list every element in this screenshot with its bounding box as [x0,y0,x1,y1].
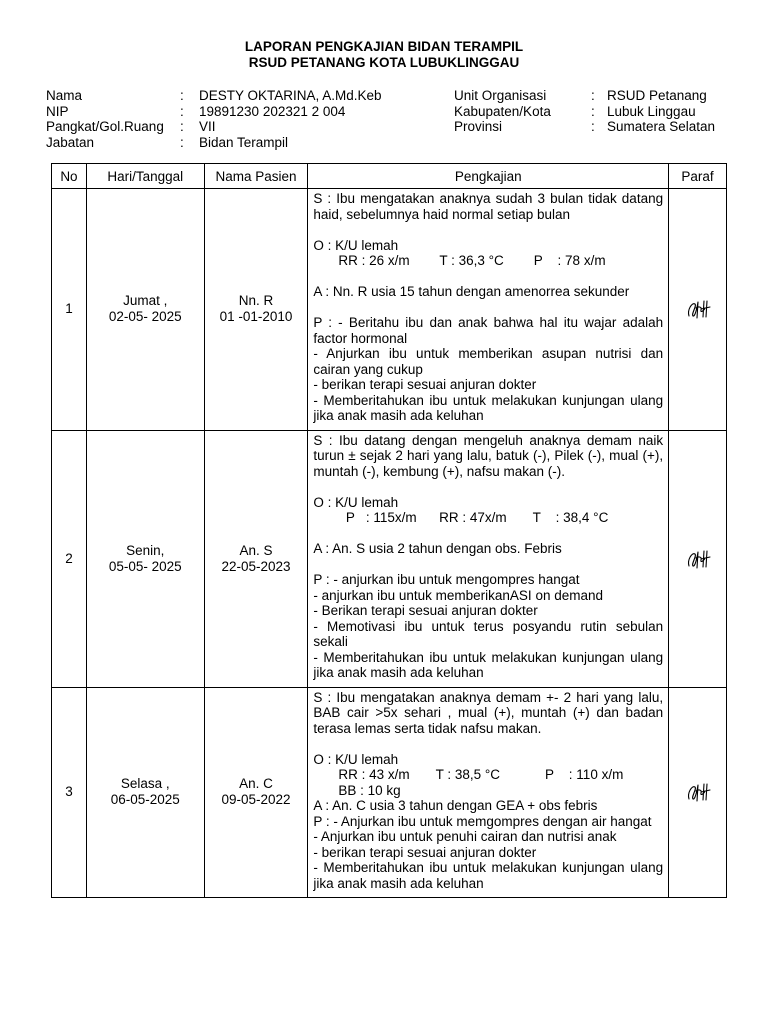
assessment-cell [308,189,669,431]
row-day: Selasa , [120,776,170,792]
patient-name: An. S [239,542,273,558]
subjective-text: S : Ibu mengatakan anaknya demam +- 2 hari yang lalu, BAB cair >5x sehari , mual (+), muntah (+) dan badan terasa lemas serta tidak nafsu makan. [313,689,664,736]
identity-colon: : [180,119,184,134]
objective-title: O : K/U lemah [313,237,399,253]
table-header-row [52,164,727,189]
report-subtitle: RSUD PETANANG KOTA LUBUKLINGGAU [248,55,520,70]
patient-name: Nn. R [238,293,274,309]
patient-name: An. C [239,776,273,792]
identity-colon: : [591,119,595,134]
identity-value: 19891230 202321 2 004 [199,103,346,119]
plan-item: - berikan terapi sesuai anjuran dokter [313,844,537,860]
objective-weight: BB : 10 kg [338,782,401,798]
objective-vitals: P : 115x/m RR : 47x/m T : 38,4 °C [338,510,609,525]
plan-item: - Berikan terapi sesuai anjuran dokter [313,603,538,618]
identity-colon: : [591,103,595,119]
identity-label: Unit Organisasi [454,88,547,103]
row-number: 2 [52,430,87,687]
row-number: 1 [52,189,87,431]
plan-item: P : - anjurkan ibu untuk mengompres hangat [313,572,580,587]
plan-item: - Memberitahukan ibu untuk melakukan kunjungan ulang jika anak masih ada keluhan [313,649,664,680]
assessment-cell [308,430,669,687]
subjective-text: S : Ibu mengatakan anaknya sudah 3 bulan tidak datang haid, sebelumnya haid normal setiap bulan [313,191,664,222]
plan-item: - Anjurkan ibu untuk penuhi cairan dan nutrisi anak [313,829,617,844]
table-row [52,189,727,431]
identity-label: NIP [46,103,69,119]
identity-colon: : [180,134,184,150]
row-date: 06-05-2025 [110,792,180,808]
signature-cell [669,189,727,431]
table-row [52,687,727,898]
assessment-table [51,163,727,898]
report-title: LAPORAN PENGKAJIAN BIDAN TERAMPIL [244,39,524,54]
header-date: Hari/Tanggal [86,164,204,189]
signature-icon [683,779,713,805]
row-date-cell [86,189,204,431]
assessment-text: A : An. S usia 2 tahun dengan obs. Febris [313,541,562,556]
assessment-text: A : An. C usia 3 tahun dengan GEA + obs febris [313,798,598,813]
identity-label: Jabatan [46,134,95,150]
signature-cell [669,430,727,687]
identity-value: DESTY OKTARINA, A.Md.Keb [199,88,382,103]
identity-value: VII [199,119,216,134]
subjective-text: S : Ibu datang dengan mengeluh anaknya demam naik turun ± sejak 2 hari yang lalu, batuk (-), Pilek (-), mual (+), muntah (-), kembung (+), nafsu makan (-). [313,432,664,479]
objective-title: O : K/U lemah [313,494,399,510]
identity-label: Pangkat/Gol.Ruang [46,119,164,134]
header-no: No [52,164,87,189]
plan-item: P : - Beritahu ibu dan anak bahwa hal itu wajar adalah factor hormonal [313,315,664,346]
plan-item: - Memberitahukan ibu untuk melakukan kunjungan ulang jika anak masih ada keluhan [313,860,664,891]
identity-colon: : [180,103,184,119]
assessment-text: A : Nn. R usia 15 tahun dengan amenorrea sekunder [313,284,630,299]
identity-colon: : [591,88,595,103]
plan-item: - berikan terapi sesuai anjuran dokter [313,377,537,392]
header-assessment: Pengkajian [308,164,669,189]
objective-vitals: RR : 43 x/m T : 38,5 °C P : 110 x/m [338,767,624,782]
row-patient-cell [204,687,308,898]
patient-dob: 01 -01-2010 [219,309,293,325]
identity-value: RSUD Petanang [607,88,707,103]
identity-label: Provinsi [454,119,503,134]
patient-dob: 09-05-2022 [221,792,291,808]
row-day: Jumat , [123,293,168,309]
header-patient: Nama Pasien [204,164,308,189]
row-date: 02-05- 2025 [108,309,182,325]
identity-value: Lubuk Linggau [607,103,696,119]
identity-colon: : [180,88,184,103]
plan-item: - anjurkan ibu untuk memberikanASI on demand [313,587,603,603]
identity-value: Sumatera Selatan [607,119,716,134]
row-number: 3 [52,687,87,898]
identity-label: Nama [46,88,83,103]
objective-title: O : K/U lemah [313,751,399,767]
patient-dob: 22-05-2023 [221,558,291,574]
plan-item: - Memotivasi ibu untuk terus posyandu rutin sebulan sekali [313,618,664,649]
header-signature: Paraf [669,164,727,189]
row-patient-cell [204,189,308,431]
row-date-cell [86,430,204,687]
signature-icon [683,546,713,572]
table-row [52,430,727,687]
identity-right [454,88,715,135]
identity-label: Kabupaten/Kota [454,103,551,119]
row-patient-cell [204,430,308,687]
plan-item: - Anjurkan ibu untuk memberikan asupan nutrisi dan cairan yang cukup [313,346,664,377]
row-date: 05-05- 2025 [108,558,182,574]
row-day: Senin, [126,542,165,558]
plan-item: P : - Anjurkan ibu untuk memgompres dengan air hangat [313,813,652,829]
identity-value: Bidan Terampil [199,134,289,150]
plan-item: - Memberitahukan ibu untuk melakukan kunjungan ulang jika anak masih ada keluhan [313,392,664,423]
signature-cell [669,687,727,898]
signature-icon [683,296,713,322]
row-date-cell [86,687,204,898]
assessment-cell [308,687,669,898]
identity-left [46,88,382,150]
objective-vitals: RR : 26 x/m T : 36,3 °C P : 78 x/m [338,253,606,268]
